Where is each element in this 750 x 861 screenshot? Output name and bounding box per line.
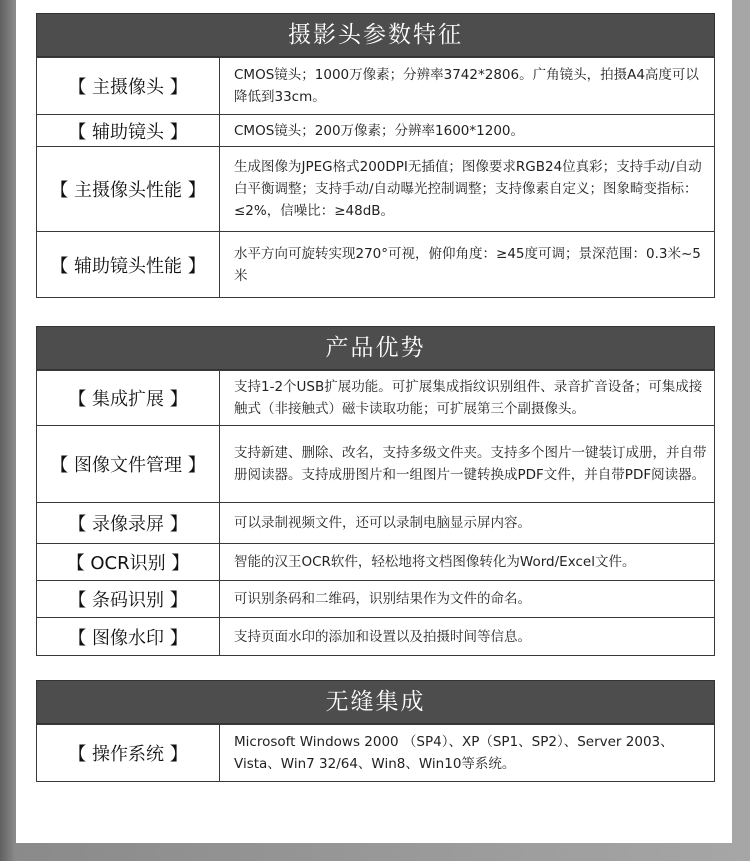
section-title: 无缝集成 (36, 680, 715, 724)
advantages-section (36, 326, 715, 656)
spec-table (36, 57, 715, 298)
row-description: 可以录制视频文件，还可以录制电脑显示屏内容。 (220, 503, 715, 544)
table-row (37, 147, 715, 232)
row-label: 【 主摄像头 】 (37, 58, 220, 115)
spec-sheet-panel (16, 0, 732, 843)
integration-section (36, 680, 715, 782)
row-description: Microsoft Windows 2000 （SP4）、XP（SP1、SP2）、Server 2003、Vista、Win7 32/64、Win8、Win10等系统。 (220, 725, 715, 782)
table-row (37, 581, 715, 618)
row-label: 【 录像录屏 】 (37, 503, 220, 544)
camera-specs-section (36, 13, 715, 298)
row-label: 【 OCR识别 】 (37, 544, 220, 581)
spec-table (36, 724, 715, 782)
row-label: 【 集成扩展 】 (37, 371, 220, 426)
table-row (37, 618, 715, 656)
table-row (37, 426, 715, 503)
table-row (37, 58, 715, 115)
row-label: 【 主摄像头性能 】 (37, 147, 220, 232)
row-label: 【 图像水印 】 (37, 618, 220, 656)
table-row (37, 544, 715, 581)
row-description: 水平方向可旋转实现270°可视，俯仰角度：≥45度可调；景深范围：0.3米~5米 (220, 232, 715, 298)
spec-table (36, 370, 715, 656)
row-description: 智能的汉王OCR软件，轻松地将文档图像转化为Word/Excel文件。 (220, 544, 715, 581)
row-label: 【 辅助镜头 】 (37, 115, 220, 147)
row-label: 【 条码识别 】 (37, 581, 220, 618)
row-description: 支持页面水印的添加和设置以及拍摄时间等信息。 (220, 618, 715, 656)
section-title: 摄影头参数特征 (36, 13, 715, 57)
row-description: 支持新建、删除、改名，支持多级文件夹。支持多个图片一键装订成册，并自带册阅读器。支持成册图片和一组图片一键转换成PDF文件，并自带PDF阅读器。 (220, 426, 715, 503)
table-row (37, 115, 715, 147)
row-label: 【 操作系统 】 (37, 725, 220, 782)
row-description: CMOS镜头；1000万像素；分辨率3742*2806。广角镜头，拍摄A4高度可以降低到33cm。 (220, 58, 715, 115)
table-row (37, 503, 715, 544)
row-description: 支持1-2个USB扩展功能。可扩展集成指纹识别组件、录音扩音设备；可集成接触式（非接触式）磁卡读取功能；可扩展第三个副摄像头。 (220, 371, 715, 426)
table-row (37, 725, 715, 782)
row-description: CMOS镜头；200万像素；分辨率1600*1200。 (220, 115, 715, 147)
row-label: 【 图像文件管理 】 (37, 426, 220, 503)
row-description: 可识别条码和二维码，识别结果作为文件的命名。 (220, 581, 715, 618)
row-label: 【 辅助镜头性能 】 (37, 232, 220, 298)
section-title: 产品优势 (36, 326, 715, 370)
table-row (37, 232, 715, 298)
table-row (37, 371, 715, 426)
row-description: 生成图像为JPEG格式200DPI无插值；图像要求RGB24位真彩；支持手动/自动白平衡调整；支持手动/自动曝光控制调整；支持像素自定义；图象畸变指标：≤2%，信噪比：≥48dB。 (220, 147, 715, 232)
